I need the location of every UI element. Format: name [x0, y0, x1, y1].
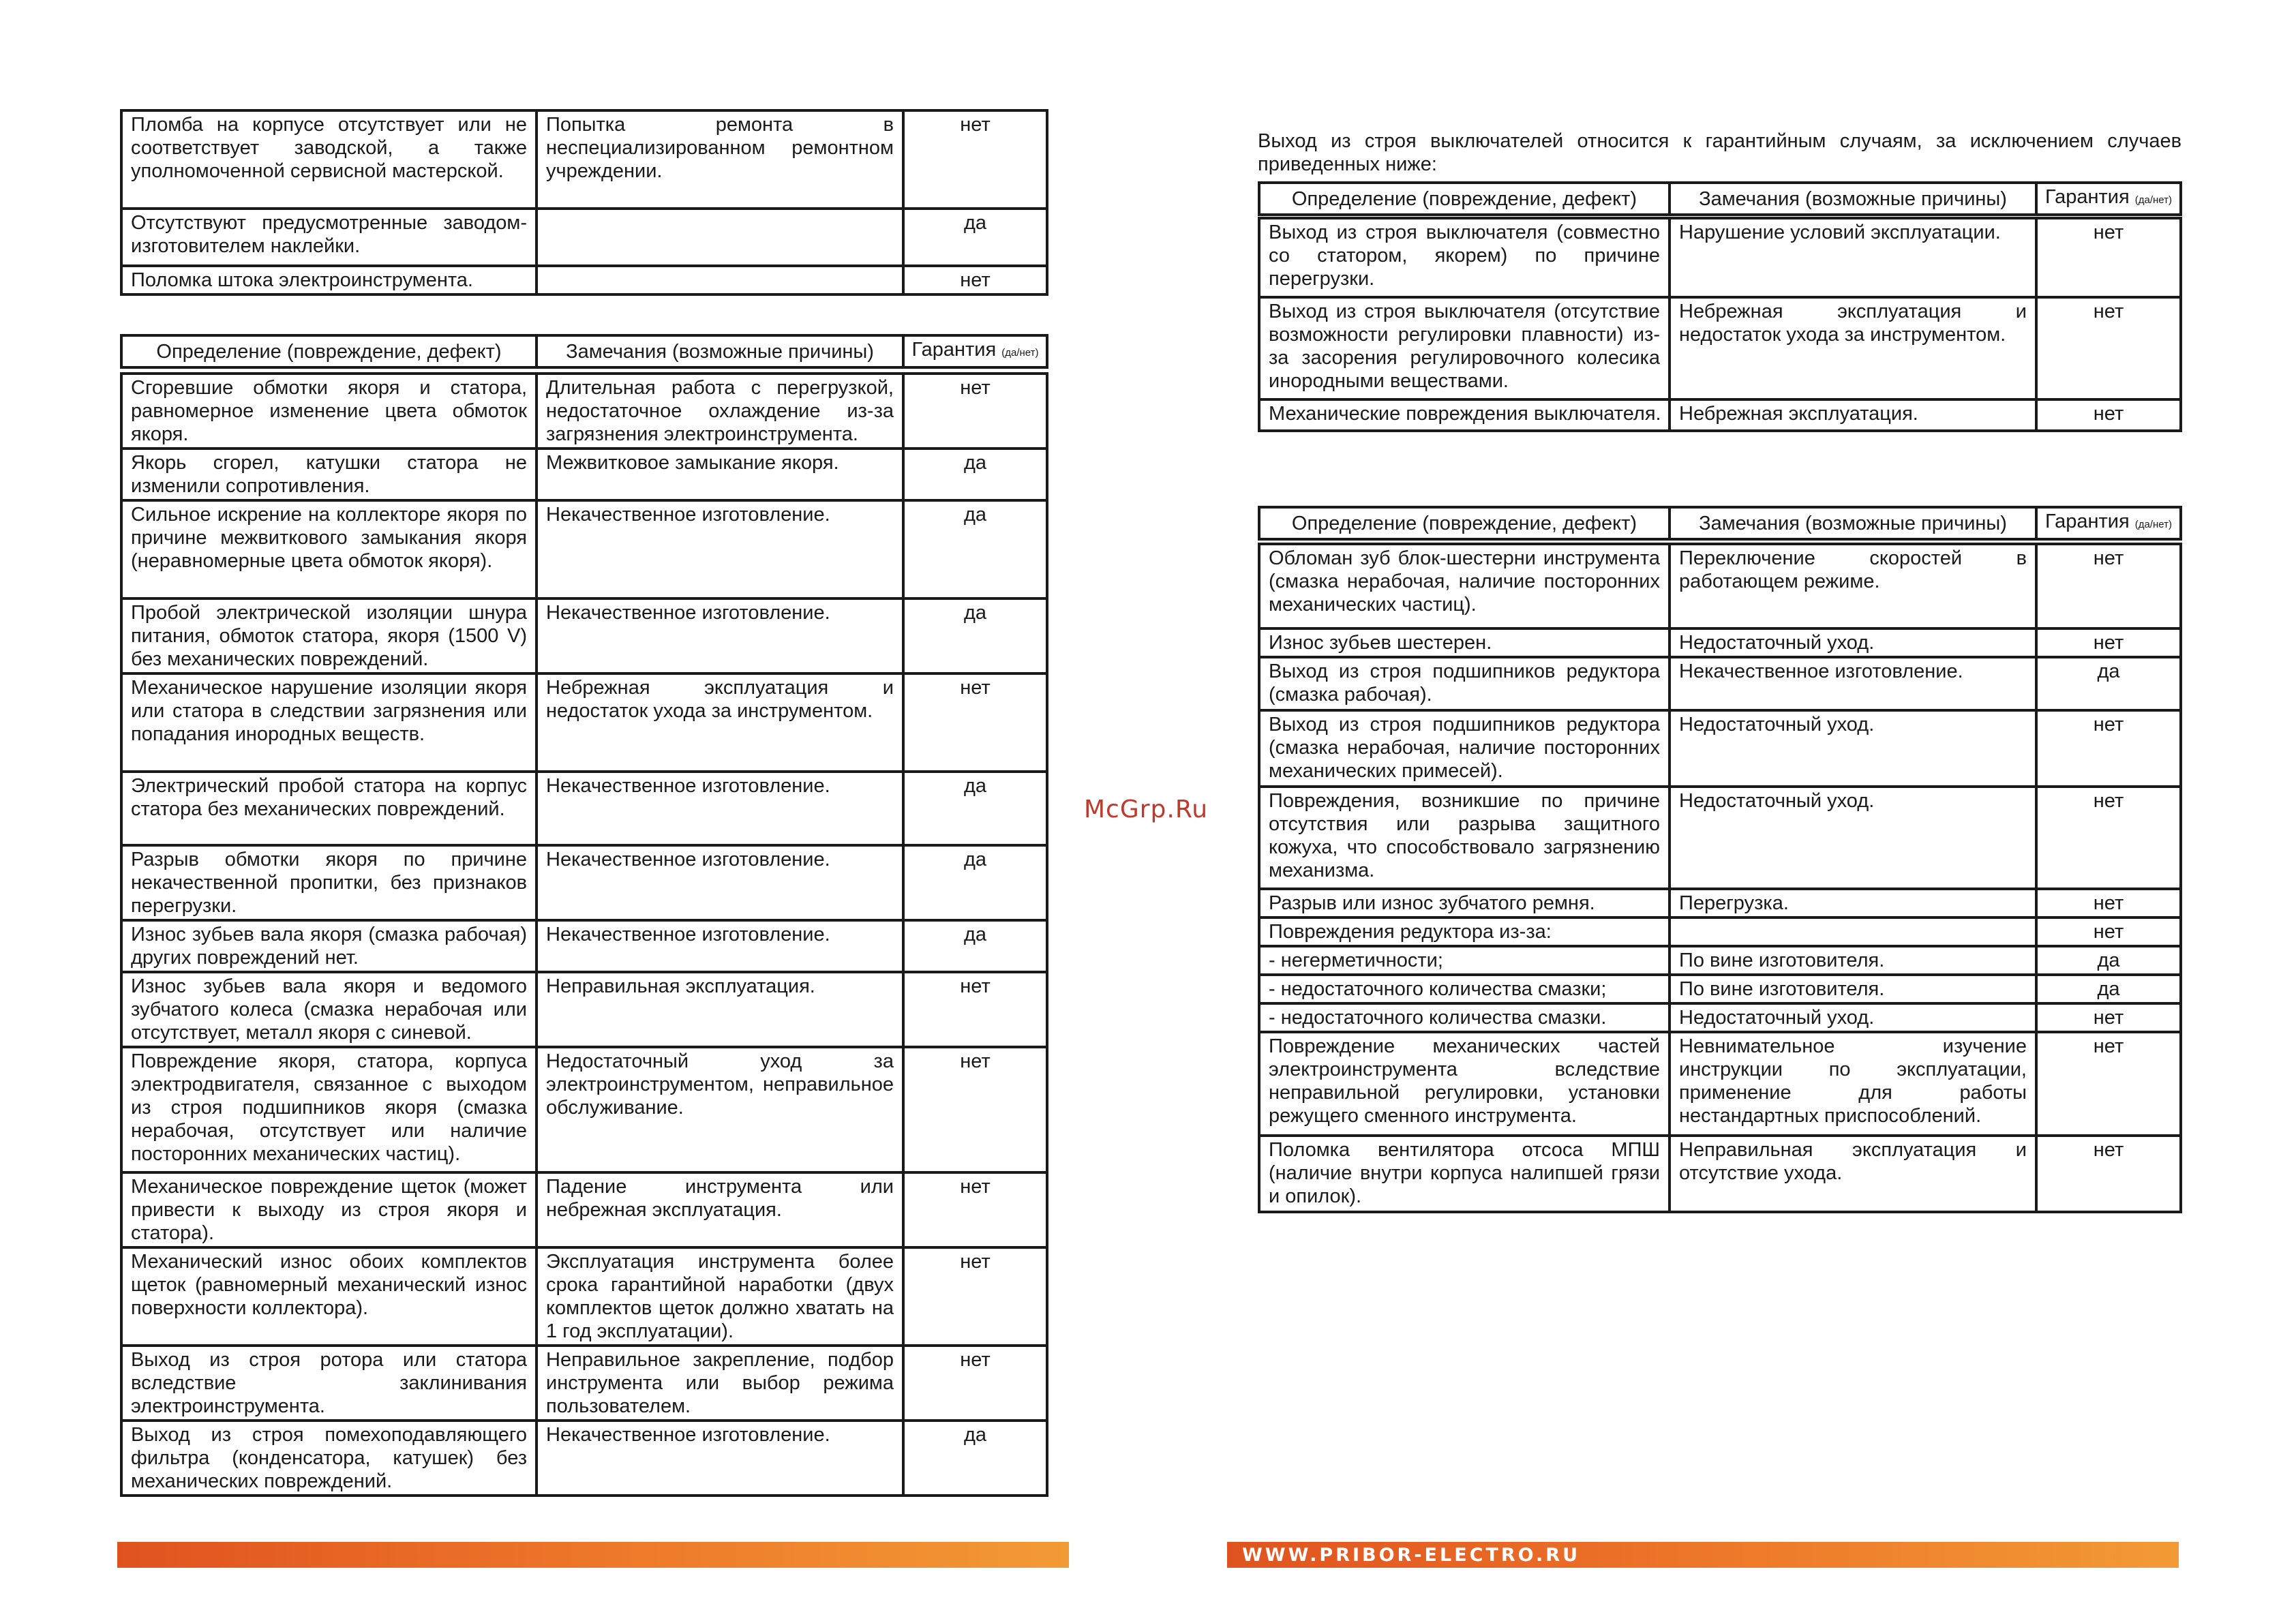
warranty-cell: нет — [903, 972, 1047, 1047]
header-row — [121, 335, 1047, 367]
table-row — [121, 110, 1047, 209]
table-row — [1259, 297, 2181, 399]
definition-cell: Повреждение механических частей электроинструмента вследствие неправильной регулировки, установки режущего сменного инструмента. — [1259, 1032, 1670, 1136]
warranty-cell: нет — [2036, 297, 2181, 399]
table-row — [121, 374, 1047, 449]
definition-cell: Поломка вентилятора отсоса МПШ (наличие внутри корпуса налипшей грязи и опилок). — [1259, 1136, 1670, 1212]
remark-cell: Некачественное изготовление. — [537, 500, 903, 598]
table-row — [1259, 657, 2181, 710]
warranty-cell: да — [903, 209, 1047, 266]
table-row — [1259, 544, 2181, 628]
table-row — [121, 500, 1047, 598]
definition-cell: Износ зубьев вала якоря и ведомого зубчатого колеса (смазка нерабочая или отсутствует, металл якоря с синевой. — [121, 972, 537, 1047]
definition-cell: Якорь сгорел, катушки статора не изменили сопротивления. — [121, 449, 537, 500]
table-row — [121, 449, 1047, 500]
definition-cell: Механические повреждения выключателя. — [1259, 399, 1670, 431]
left-top-table — [120, 109, 1048, 296]
definition-cell: Выход из строя помехоподавляющего фильтра (конденсатора, катушек) без механических повреждений. — [121, 1421, 537, 1496]
remark-cell: Некачественное изготовление. — [1670, 657, 2036, 710]
remark-cell: Некачественное изготовление. — [537, 845, 903, 920]
remark-cell: Небрежная эксплуатация и недостаток ухода за инструментом. — [537, 673, 903, 772]
warranty-cell: нет — [2036, 710, 2181, 787]
header-remarks: Замечания (возможные причины) — [537, 335, 903, 367]
warranty-cell: да — [903, 500, 1047, 598]
remark-cell: Неправильное закрепление, подбор инструмента или выбор режима пользователем. — [537, 1346, 903, 1421]
table-row — [1259, 1003, 2181, 1032]
remark-cell: Переключение скоростей в работающем режиме. — [1670, 544, 2036, 628]
definition-cell: Выход из строя выключателя (совместно со статором, якорем) по причине перегрузки. — [1259, 218, 1670, 297]
remark-cell: Длительная работа с перегрузкой, недостаточное охлаждение из-за загрязнения электроинструмента. — [537, 374, 903, 449]
header-remarks: Замечания (возможные причины) — [1670, 507, 2036, 539]
remark-cell: Недостаточный уход за электроинструментом, неправильное обслуживание. — [537, 1047, 903, 1172]
definition-cell: - недостаточного количества смазки. — [1259, 1003, 1670, 1032]
remark-cell: Небрежная эксплуатация. — [1670, 399, 2036, 431]
table-row — [121, 1047, 1047, 1172]
warranty-cell: нет — [2036, 544, 2181, 628]
remark-cell: Недостаточный уход. — [1670, 787, 2036, 889]
remark-cell: Невнимательное изучение инструкции по эксплуатации, применение для работы нестандартных приспособлений. — [1670, 1032, 2036, 1136]
definition-cell: Выход из строя подшипников редуктора (смазка рабочая). — [1259, 657, 1670, 710]
definition-cell: Обломан зуб блок-шестерни инструмента (смазка нерабочая, наличие посторонних механических частиц). — [1259, 544, 1670, 628]
warranty-cell: нет — [903, 673, 1047, 772]
table-row — [121, 972, 1047, 1047]
table-row — [1259, 975, 2181, 1003]
left-footer-bar — [117, 1542, 1069, 1568]
table-row — [1259, 787, 2181, 889]
definition-cell: Износ зубьев вала якоря (смазка рабочая) других повреждений нет. — [121, 920, 537, 972]
definition-cell: Сгоревшие обмотки якоря и статора, равномерное изменение цвета обмоток якоря. — [121, 374, 537, 449]
definition-cell: Повреждения редуктора из-за: — [1259, 917, 1670, 946]
header-definition: Определение (повреждение, дефект) — [1259, 183, 1670, 215]
header-warranty: Гарантия (да/нет) — [903, 335, 1047, 367]
header-row — [1259, 183, 2181, 215]
remark-cell: Неправильная эксплуатация. — [537, 972, 903, 1047]
remark-cell: По вине изготовителя. — [1670, 975, 2036, 1003]
remark-cell: Некачественное изготовление. — [537, 920, 903, 972]
warranty-cell: нет — [903, 1172, 1047, 1247]
table-row — [121, 845, 1047, 920]
definition-cell: Механический износ обоих комплектов щеток (равномерный механический износ поверхности коллектора). — [121, 1247, 537, 1346]
warranty-cell: нет — [903, 266, 1047, 294]
definition-cell: Повреждение якоря, статора, корпуса электродвигателя, связанное с выходом из строя подшипников якоря (смазка нерабочая, отсутствует или наличие посторонних механических частиц). — [121, 1047, 537, 1172]
definition-cell: Пломба на корпусе отсутствует или не соответствует заводской, а также уполномоченной сервисной мастерской. — [121, 110, 537, 209]
warranty-cell: нет — [2036, 889, 2181, 917]
gear-table — [1258, 543, 2182, 1213]
table-row — [1259, 399, 2181, 431]
warranty-cell: да — [903, 1421, 1047, 1496]
right-header-table-2 — [1258, 506, 2182, 541]
remark-cell: Попытка ремонта в неспециализированном ремонтном учреждении. — [537, 110, 903, 209]
definition-cell: - негерметичности; — [1259, 946, 1670, 975]
table-row — [121, 1172, 1047, 1247]
header-row — [1259, 507, 2181, 539]
left-main-table — [120, 372, 1048, 1497]
warranty-cell: да — [903, 845, 1047, 920]
remark-cell: Падение инструмента или небрежная эксплуатация. — [537, 1172, 903, 1247]
header-definition: Определение (повреждение, дефект) — [1259, 507, 1670, 539]
remark-cell: Недостаточный уход. — [1670, 1003, 2036, 1032]
table-row — [121, 209, 1047, 266]
warranty-cell: нет — [903, 1047, 1047, 1172]
definition-cell: Выход из строя подшипников редуктора (смазка нерабочая, наличие посторонних механических примесей). — [1259, 710, 1670, 787]
intro-text: Выход из строя выключателей относится к гарантийным случаям, за исключением случаев приведенных ниже: — [1258, 130, 2181, 175]
warranty-cell: нет — [903, 374, 1047, 449]
table-row — [121, 1421, 1047, 1496]
footer-url[interactable]: WWW.PRIBOR-ELECTRO.RU — [1242, 1545, 1581, 1566]
remark-cell — [1670, 917, 2036, 946]
definition-cell: Разрыв обмотки якоря по причине некачественной пропитки, без признаков перегрузки. — [121, 845, 537, 920]
definition-cell: Повреждения, возникшие по причине отсутствия или разрыва защитного кожуха, что способствовало загрязнению механизма. — [1259, 787, 1670, 889]
remark-cell: Некачественное изготовление. — [537, 598, 903, 673]
definition-cell: Сильное искрение на коллекторе якоря по причине межвиткового замыкания якоря (неравномерные цвета обмоток якоря). — [121, 500, 537, 598]
switch-table — [1258, 217, 2182, 432]
header-definition: Определение (повреждение, дефект) — [121, 335, 537, 367]
watermark: McGrp.Ru — [1084, 795, 1209, 823]
warranty-cell: да — [903, 772, 1047, 845]
remark-cell: Некачественное изготовление. — [537, 1421, 903, 1496]
warranty-cell: да — [903, 920, 1047, 972]
remark-cell: Недостаточный уход. — [1670, 628, 2036, 657]
definition-cell: - недостаточного количества смазки; — [1259, 975, 1670, 1003]
warranty-cell: нет — [2036, 1136, 2181, 1212]
table-row — [1259, 710, 2181, 787]
remark-cell: Эксплуатация инструмента более срока гарантийной наработки (двух комплектов щеток должно хватать на 1 год эксплуатации). — [537, 1247, 903, 1346]
remark-cell: Неправильная эксплуатация и отсутствие ухода. — [1670, 1136, 2036, 1212]
warranty-cell: нет — [2036, 917, 2181, 946]
warranty-cell: нет — [2036, 1032, 2181, 1136]
table-row — [1259, 1032, 2181, 1136]
warranty-cell: нет — [2036, 1003, 2181, 1032]
warranty-cell: да — [2036, 946, 2181, 975]
left-header-table — [120, 334, 1048, 369]
remark-cell: Межвитковое замыкание якоря. — [537, 449, 903, 500]
definition-cell: Механическое нарушение изоляции якоря или статора в следствии загрязнения или попадания инородных веществ. — [121, 673, 537, 772]
definition-cell: Выход из строя ротора или статора вследствие заклинивания электроинструмента. — [121, 1346, 537, 1421]
header-warranty: Гарантия (да/нет) — [2036, 183, 2181, 215]
definition-cell: Электрический пробой статора на корпус статора без механических повреждений. — [121, 772, 537, 845]
warranty-cell: да — [2036, 657, 2181, 710]
warranty-cell: нет — [903, 110, 1047, 209]
remark-cell: Небрежная эксплуатация и недостаток ухода за инструментом. — [1670, 297, 2036, 399]
remark-cell: Нарушение условий эксплуатации. — [1670, 218, 2036, 297]
warranty-cell: нет — [2036, 787, 2181, 889]
table-row — [121, 673, 1047, 772]
definition-cell: Поломка штока электроинструмента. — [121, 266, 537, 294]
table-row — [1259, 889, 2181, 917]
remark-cell: Недостаточный уход. — [1670, 710, 2036, 787]
remark-cell: Некачественное изготовление. — [537, 772, 903, 845]
warranty-cell: да — [903, 449, 1047, 500]
warranty-cell: да — [903, 598, 1047, 673]
warranty-cell: нет — [2036, 399, 2181, 431]
definition-cell: Пробой электрической изоляции шнура питания, обмоток статора, якоря (1500 V) без механических повреждений. — [121, 598, 537, 673]
definition-cell: Износ зубьев шестерен. — [1259, 628, 1670, 657]
header-warranty: Гарантия (да/нет) — [2036, 507, 2181, 539]
warranty-cell: нет — [903, 1247, 1047, 1346]
remark-cell: По вине изготовителя. — [1670, 946, 2036, 975]
remark-cell — [537, 266, 903, 294]
definition-cell: Выход из строя выключателя (отсутствие возможности регулировки плавности) из-за засорения регулировочного колесика инородными веществами. — [1259, 297, 1670, 399]
header-remarks: Замечания (возможные причины) — [1670, 183, 2036, 215]
warranty-cell: нет — [2036, 218, 2181, 297]
table-row — [1259, 628, 2181, 657]
table-row — [121, 772, 1047, 845]
warranty-cell: да — [2036, 975, 2181, 1003]
definition-cell: Разрыв или износ зубчатого ремня. — [1259, 889, 1670, 917]
right-header-table-1 — [1258, 181, 2182, 216]
warranty-cell: нет — [903, 1346, 1047, 1421]
definition-cell: Отсутствуют предусмотренные заводом-изготовителем наклейки. — [121, 209, 537, 266]
table-row — [121, 1247, 1047, 1346]
warranty-cell: нет — [2036, 628, 2181, 657]
remark-cell — [537, 209, 903, 266]
table-row — [1259, 917, 2181, 946]
table-row — [121, 266, 1047, 294]
table-row — [121, 598, 1047, 673]
table-row — [121, 920, 1047, 972]
definition-cell: Механическое повреждение щеток (может привести к выходу из строя якоря и статора). — [121, 1172, 537, 1247]
table-row — [1259, 946, 2181, 975]
remark-cell: Перегрузка. — [1670, 889, 2036, 917]
table-row — [1259, 1136, 2181, 1212]
table-row — [1259, 218, 2181, 297]
table-row — [121, 1346, 1047, 1421]
